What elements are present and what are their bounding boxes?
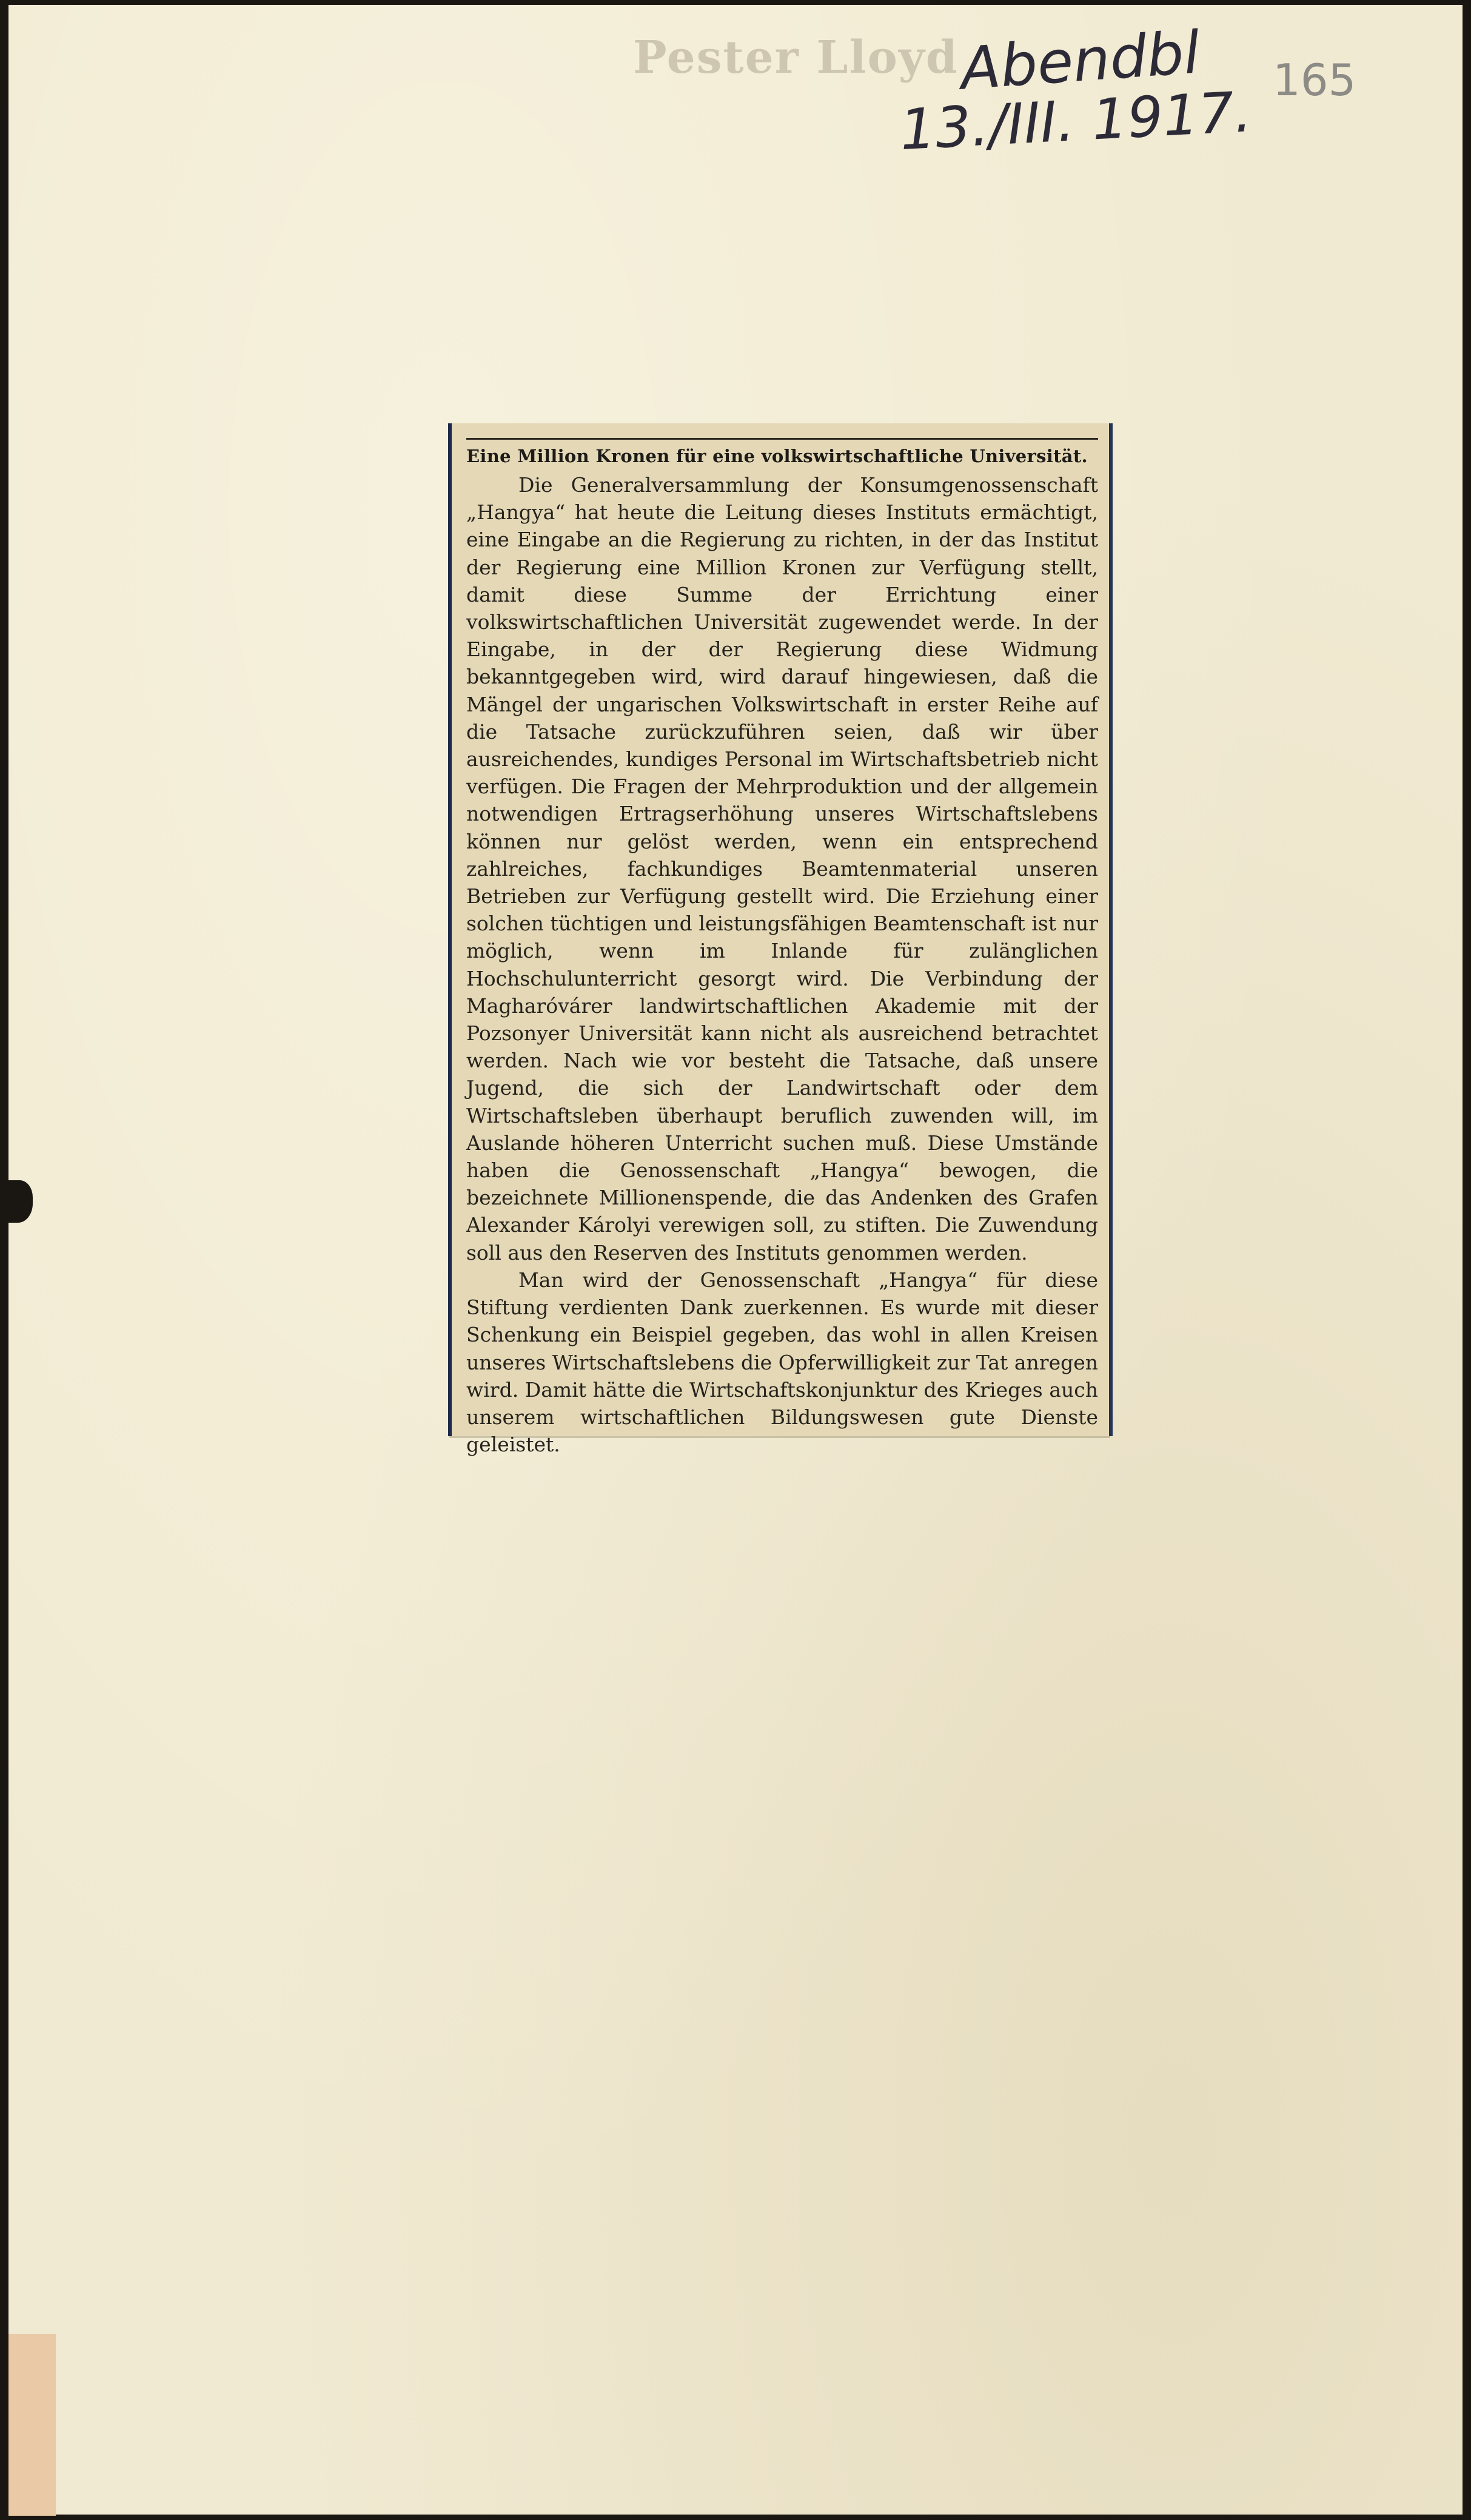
clipping-paragraph-1: Die Generalversammlung der Konsumgenossenschaft „Hangya“ hat heute die Leitung dieses Instituts ermächtigt, eine Eingabe an die Regierung zu richten, in der das Institut der Regierung eine Million Kronen zur Verfügung stellt, damit diese Summe der Errichtung einer volkswirtschaftlichen Universität zugewendet werde. In der Eingabe, in der der Regierung diese Widmung bekanntgegeben wird, wird darauf hingewiesen, daß die Mängel der ungarischen Volkswirtschaft in erster Reihe auf die Tatsache zurückzuführen seien, daß wir über ausreichendes, kundiges Personal im Wirtschaftsbetrieb nicht verfügen. Die Fragen der Mehrproduktion und der allgemein notwendigen Ertragserhöhung unseres Wirtschaftslebens können nur gelöst werden, wenn ein entsprechend zahlreiches, fachkundiges Beamtenmaterial unseren Betrieben zur Verfügung gestellt wird. Die Erziehung einer solchen tüchtigen und leistungsfähigen Beamtenschaft ist nur möglich, wenn im Inlande für zulänglichen Hochschulunterricht gesorgt wird. Die Verbindung der Magharóvárer landwirtschaftlichen Akademie mit der Pozsonyer Universität kann nicht als ausreichend betrachtet werden. Nach wie vor besteht die Tatsache, daß unsere Jugend, die sich der Landwirtschaft oder dem Wirtschaftsleben überhaupt beruflich zuwenden will, im Auslande höheren Unterricht suchen muß. Diese Umstände haben die Genossenschaft „Hangya“ bewogen, die bezeichnete Millionenspende, die das Andenken des Grafen Alexander Károlyi verewigen soll, zu stiften. Die Zuwendung soll aus den Reserven des Instituts genommen werden. [466,473,1098,1265]
newspaper-clipping [448,423,1109,1457]
archive-sheet [8,5,1463,2515]
clipping-title: Eine Million Kronen für eine volkswirtschaftliche Universität. [466,438,1098,466]
newspaper-stamp: Pester Lloyd [633,32,959,84]
folio-number: 165 [1273,55,1356,106]
paper-tab-mark [8,2334,56,2516]
clipping-paragraph-2: Man wird der Genossenschaft „Hangya“ für diese Stiftung verdienten Dank zuerkennen. Es wurde mit dieser Schenkung ein Beispiel gegeben, das wohl in allen Kreisen unseres Wirtschaftslebens die Opferwilligkeit zur Tat anregen wird. Damit hätte die Wirtschaftskonjunktur des Krieges auch unserem wirtschaftlichen Bildungswesen gute Dienste geleistet. [466,1268,1098,1457]
handwritten-date-note: 13./III. 1917. [898,79,1253,163]
handwritten-edition-note: Abendbl [958,18,1202,103]
clipping-edge [1109,423,1113,1436]
torn-edge-mark [0,1180,33,1223]
